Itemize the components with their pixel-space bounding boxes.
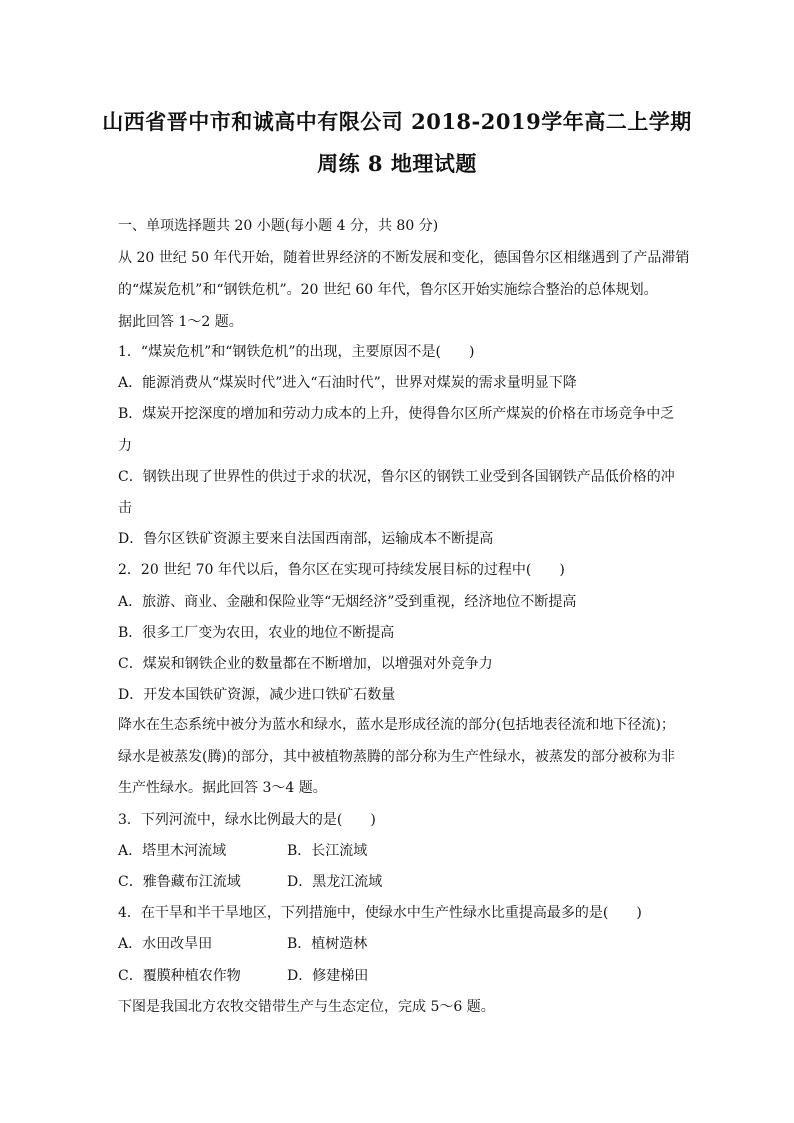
question-2-stem: 2．20 世纪 70 年代以后，鲁尔区在实现可持续发展目标的过程中( ) bbox=[118, 562, 565, 578]
question-1-option-a: A．能源消费从“煤炭时代”进入“石油时代”，世界对煤炭的需求量明显下降 bbox=[118, 375, 577, 391]
question-3-stem: 3．下列河流中，绿水比例最大的是( ) bbox=[118, 812, 376, 828]
question-1-option-d: D．鲁尔区铁矿资源主要来自法国西南部，运输成本不断提高 bbox=[118, 531, 494, 547]
question-3-option-d: D．黑龙江流域 bbox=[287, 874, 383, 890]
question-1-option-c-cont: 击 bbox=[118, 500, 132, 516]
question-2-option-d: D．开发本国铁矿资源，减少进口铁矿石数量 bbox=[118, 687, 396, 703]
question-1-stem: 1．“煤炭危机”和“钢铁危机”的出现，主要原因不是( ) bbox=[118, 344, 475, 360]
question-4-option-b: B．植树造林 bbox=[287, 936, 368, 952]
passage-2-line-3: 生产性绿水。据此回答 3～4 题。 bbox=[118, 780, 327, 796]
question-2-option-a: A．旅游、商业、金融和保险业等“无烟经济”受到重视，经济地位不断提高 bbox=[118, 594, 577, 610]
passage-2-line-2: 绿水是被蒸发(腾)的部分，其中被植物蒸腾的部分称为生产性绿水，被蒸发的部分被称为非 bbox=[118, 749, 675, 765]
question-1-option-c: C．钢铁出现了世界性的供过于求的状况，鲁尔区的钢铁工业受到各国钢铁产品低价格的冲 bbox=[118, 469, 675, 485]
question-1-option-b-cont: 力 bbox=[118, 438, 132, 454]
exam-title-line-2: 周练 8 地理试题 bbox=[317, 151, 477, 176]
question-4-option-a: A．水田改旱田 bbox=[118, 936, 213, 952]
passage-1-line-1: 从 20 世纪 50 年代开始，随着世界经济的不断发展和变化，德国鲁尔区相继遇到了产品滞销 bbox=[118, 250, 690, 266]
question-3-option-a: A．塔里木河流域 bbox=[118, 843, 227, 859]
question-4-option-d: D．修建梯田 bbox=[287, 968, 369, 984]
question-3-option-b: B．长江流域 bbox=[287, 843, 368, 859]
passage-1-line-2: 的“煤炭危机”和“钢铁危机”。20 世纪 60 年代，鲁尔区开始实施综合整治的总体规划。 bbox=[118, 282, 658, 298]
question-4-stem: 4．在干旱和半干旱地区，下列措施中，使绿水中生产性绿水比重提高最多的是( ) bbox=[118, 905, 642, 921]
section-heading: 一、单项选择题共 20 小题(每小题 4 分，共 80 分) bbox=[118, 218, 439, 234]
exam-title-line-1: 山西省晋中市和诚高中有限公司 2018-2019学年高二上学期 bbox=[102, 109, 692, 134]
question-4-option-c: C．覆膜种植农作物 bbox=[118, 968, 241, 984]
question-2-option-b: B．很多工厂变为农田，农业的地位不断提高 bbox=[118, 625, 395, 641]
passage-2-line-1: 降水在生态系统中被分为蓝水和绿水，蓝水是形成径流的部分(包括地表径流和地下径流)； bbox=[118, 717, 675, 733]
question-2-option-c: C．煤炭和钢铁企业的数量都在不断增加，以增强对外竞争力 bbox=[118, 656, 493, 672]
passage-3-line: 下图是我国北方农牧交错带生产与生态定位，完成 5～6 题。 bbox=[118, 999, 495, 1015]
question-3-option-c: C．雅鲁藏布江流域 bbox=[118, 874, 241, 890]
passage-1-line-3: 据此回答 1～2 题。 bbox=[118, 314, 243, 330]
question-1-option-b: B．煤炭开挖深度的增加和劳动力成本的上升，使得鲁尔区所产煤炭的价格在市场竞争中乏 bbox=[118, 406, 675, 422]
